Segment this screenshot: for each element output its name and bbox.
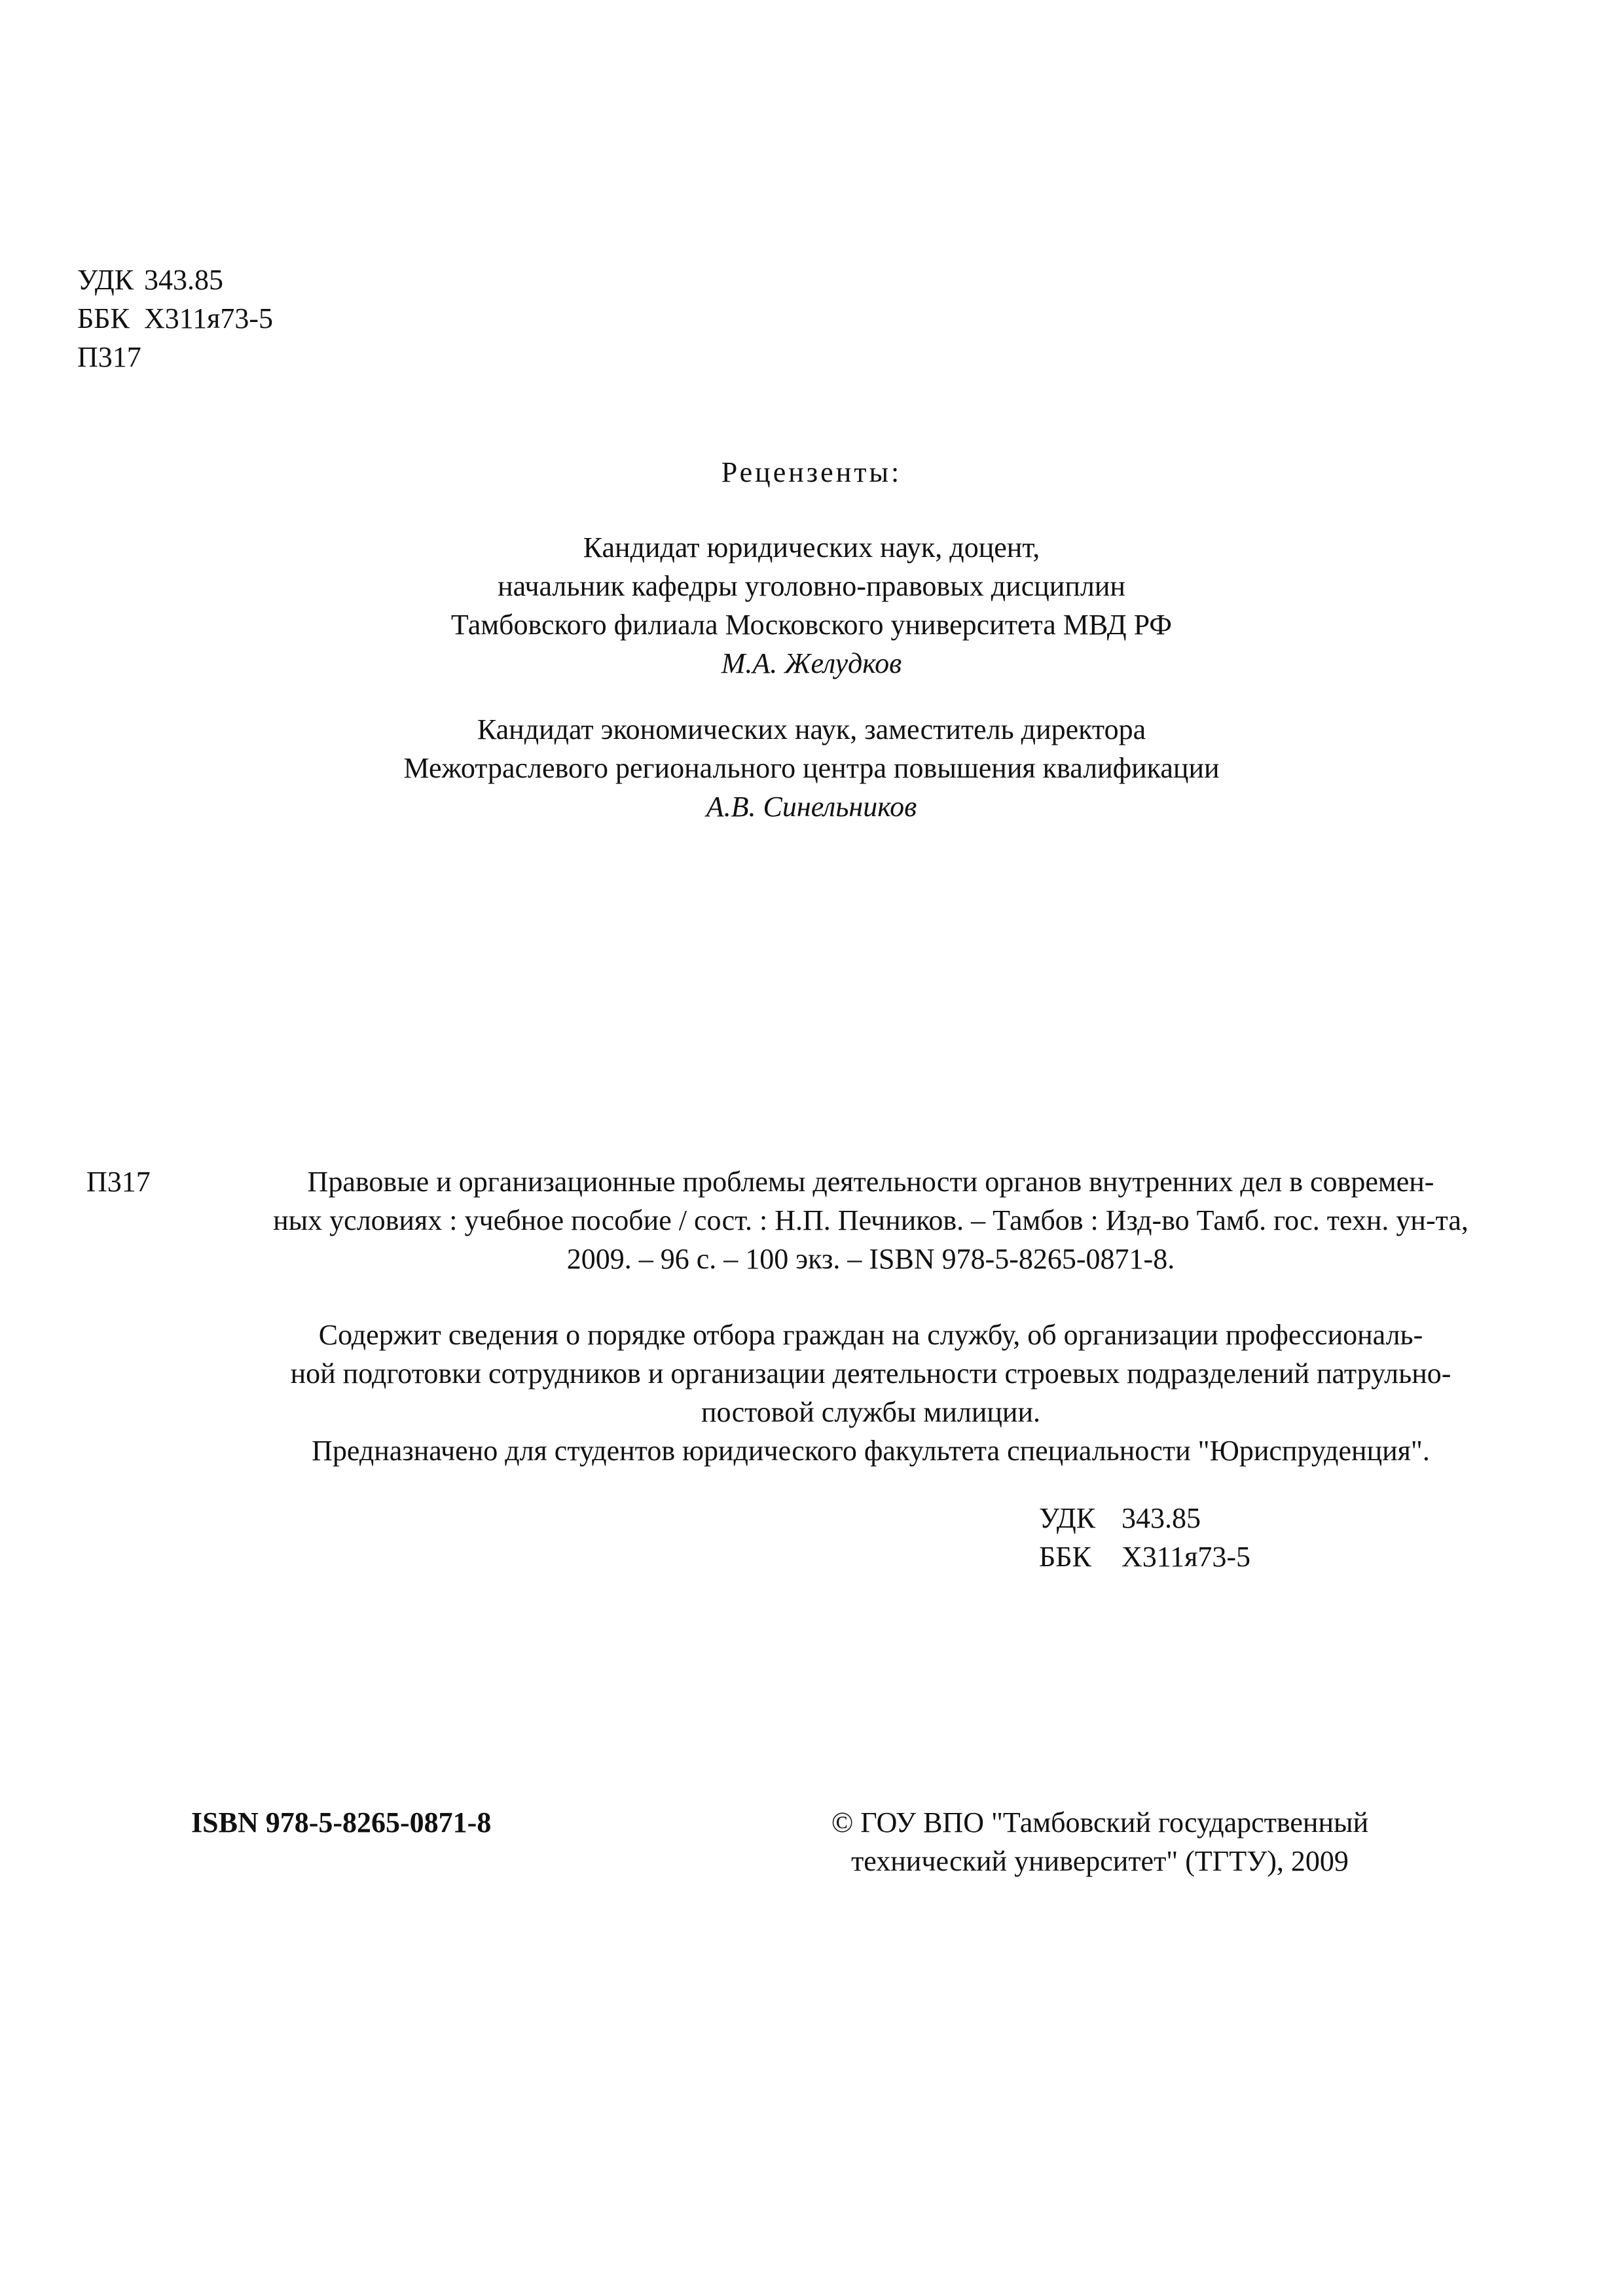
copyright-line-2: технический университет" (ТГТУ), 2009 [851, 1845, 1349, 1877]
bibliographic-line-1: Правовые и организационные проблемы деятельности органов внутренних дел в современ- [307, 1166, 1434, 1198]
top-udk-row [77, 260, 273, 299]
bottom-udk-label: УДК [1039, 1502, 1096, 1534]
reviewer-1-name: М.А. Желудков [721, 647, 902, 679]
annotation [196, 1316, 1545, 1470]
bibliographic-line-3: 2009. – 96 с. – 100 экз. – ISBN 978-5-8265-0871-8. [566, 1243, 1175, 1275]
top-udk-value: 343.85 [144, 264, 223, 296]
bibliographic-line-2: ных условиях : учебное пособие / сост. : Н.П. Печников. – Тамбов : Изд-во Тамб. гос. техн. ун-та, [273, 1204, 1468, 1236]
bottom-udk-value: 343.85 [1122, 1502, 1201, 1534]
bottom-classification-codes [1039, 1499, 1250, 1576]
reviewer-1-line-3: Тамбовского филиала Московского университета МВД РФ [450, 609, 1173, 641]
bottom-bbk-label: ББК [1039, 1541, 1091, 1573]
top-bbk-value: Х311я73-5 [144, 302, 274, 334]
bottom-bbk-value: Х311я73-5 [1122, 1541, 1251, 1573]
annotation-line-3: постовой службы милиции. [701, 1396, 1041, 1428]
bibliographic-code: П317 [86, 1166, 151, 1198]
top-author-mark: П317 [77, 341, 141, 373]
top-bbk-row [77, 299, 273, 338]
bottom-udk-row [1039, 1499, 1250, 1537]
reviewer-2 [0, 710, 1623, 826]
top-udk-label: УДК [77, 264, 134, 296]
reviewer-2-name: А.В. Синельников [706, 791, 917, 823]
top-bbk-label: ББК [77, 302, 130, 334]
bottom-bbk-row [1039, 1537, 1250, 1576]
top-classification-codes [77, 260, 273, 376]
reviewer-1-line-1: Кандидат юридических наук, доцент, [583, 531, 1040, 564]
annotation-line-2: ной подготовки сотрудников и организации деятельности строевых подразделений патрульно- [290, 1357, 1451, 1390]
reviewer-1 [0, 528, 1623, 683]
reviewer-1-line-2: начальник кафедры уголовно-правовых дисциплин [498, 570, 1125, 602]
reviewers-heading: Рецензенты: [721, 456, 902, 488]
bibliographic-description [196, 1162, 1545, 1278]
reviewer-2-line-1: Кандидат экономических наук, заместитель директора [477, 713, 1146, 745]
annotation-line-4: Предназначено для студентов юридического факультета специальности "Юриспруденция". [312, 1435, 1430, 1467]
annotation-line-1: Содержит сведения о порядке отбора граждан на службу, об организации профессиональ- [318, 1319, 1423, 1351]
copyright-line-1: © ГОУ ВПО "Тамбовский государственный [831, 1806, 1369, 1839]
isbn-footer: ISBN 978-5-8265-0871-8 [191, 1806, 492, 1839]
copyright-notice [773, 1803, 1427, 1880]
reviewer-2-line-2: Межотраслевого регионального центра повышения квалификации [403, 752, 1220, 784]
